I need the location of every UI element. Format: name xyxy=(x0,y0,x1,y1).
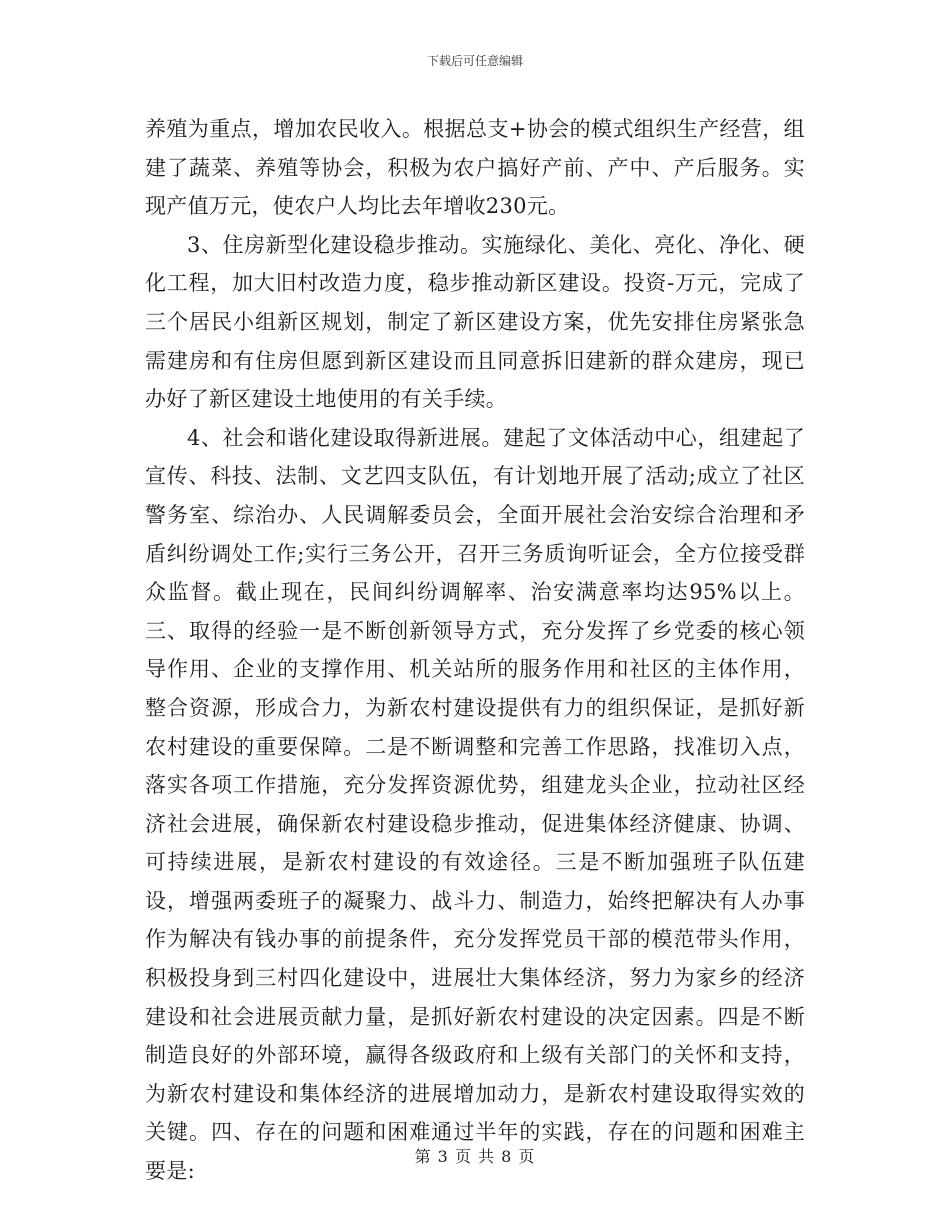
page-header: 下载后可任意编辑 xyxy=(426,54,523,68)
document-body xyxy=(145,110,805,1191)
paragraph-3: 4、社会和谐化建设取得新进展。建起了文体活动中心，组建起了宣传、科技、法制、文艺四支队伍，有计划地开展了活动;成立了社区警务室、综治办、人民调解委员会，全面开展社会治安综合治理和矛盾纠纷调处工作;实行三务公开，召开三务质询听证会，全方位接受群众监督。截止现在，民间纠纷调解率、治安满意率均达95%以上。三、取得的经验一是不断创新领导方式，充分发挥了乡党委的核心领导作用、企业的支撑作用、机关站所的服务作用和社区的主体作用，整合资源，形成合力，为新农村建设提供有力的组织保证，是抓好新农村建设的重要保障。二是不断调整和完善工作思路，找准切入点，落实各项工作措施，充分发挥资源优势，组建龙头企业，拉动社区经济社会进展，确保新农村建设稳步推动，促进集体经济健康、协调、可持续进展，是新农村建设的有效途径。三是不断加强班子队伍建设，增强两委班子的凝聚力、战斗力、制造力，始终把解决有人办事作为解决有钱办事的前提条件，充分发挥党员干部的模范带头作用，积极投身到三村四化建设中，进展壮大集体经济，努力为家乡的经济建设和社会进展贡献力量，是抓好新农村建设的决定因素。四是不断制造良好的外部环境，赢得各级政府和上级有关部门的关怀和支持，为新农村建设和集体经济的进展增加动力，是新农村建设取得实效的关键。四、存在的问题和困难通过半年的实践，存在的问题和困难主要是: xyxy=(145,425,805,1184)
paragraph-1: 养殖为重点，增加农民收入。根据总支+协会的模式组织生产经营，组建了蔬菜、养殖等协会，积极为农户搞好产前、产中、产后服务。实现产值万元，使农户人均比去年增收230元。 xyxy=(145,117,805,219)
page-number: 第 3 页 共 8 页 xyxy=(414,1147,536,1166)
paragraph-2: 3、住房新型化建设稳步推动。实施绿化、美化、亮化、净化、硬化工程，加大旧村改造力度，稳步推动新区建设。投资-万元，完成了三个居民小组新区规划，制定了新区建设方案，优先安排住房紧张急需建房和有住房但愿到新区建设而且同意拆旧建新的群众建房，现已办好了新区建设土地使用的有关手续。 xyxy=(145,232,805,412)
